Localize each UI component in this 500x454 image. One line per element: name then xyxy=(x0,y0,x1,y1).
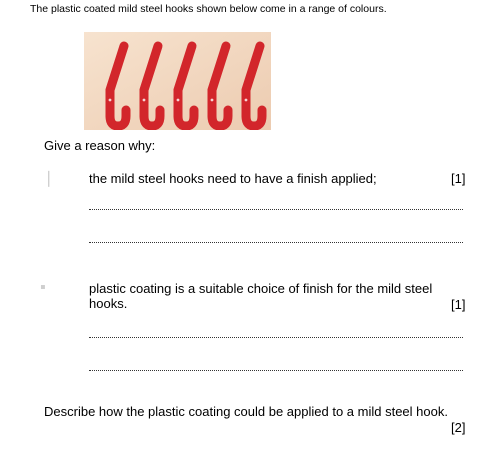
describe-question-text: Describe how the plastic coating could be applied to a mild steel hook. xyxy=(44,404,448,419)
intro-text: The plastic coated mild steel hooks shown below come in a range of colours. xyxy=(30,3,387,15)
describe-question-marks: [2] xyxy=(451,420,466,435)
question-b-text: plastic coating is a suitable choice of finish for the mild steel hooks. xyxy=(89,281,433,311)
margin-mark-icon: ❘ xyxy=(42,170,56,187)
answer-line[interactable] xyxy=(89,209,463,210)
question-a-marks: [1] xyxy=(451,171,466,186)
prompt-text: Give a reason why: xyxy=(44,138,156,153)
question-a-text: the mild steel hooks need to have a finish applied; xyxy=(89,171,377,186)
hooks-photo xyxy=(84,32,271,130)
question-b-marks: [1] xyxy=(451,297,466,312)
answer-line[interactable] xyxy=(89,370,463,371)
answer-line[interactable] xyxy=(89,337,463,338)
answer-line[interactable] xyxy=(89,242,463,243)
margin-mark-icon: ▪ xyxy=(40,279,46,296)
